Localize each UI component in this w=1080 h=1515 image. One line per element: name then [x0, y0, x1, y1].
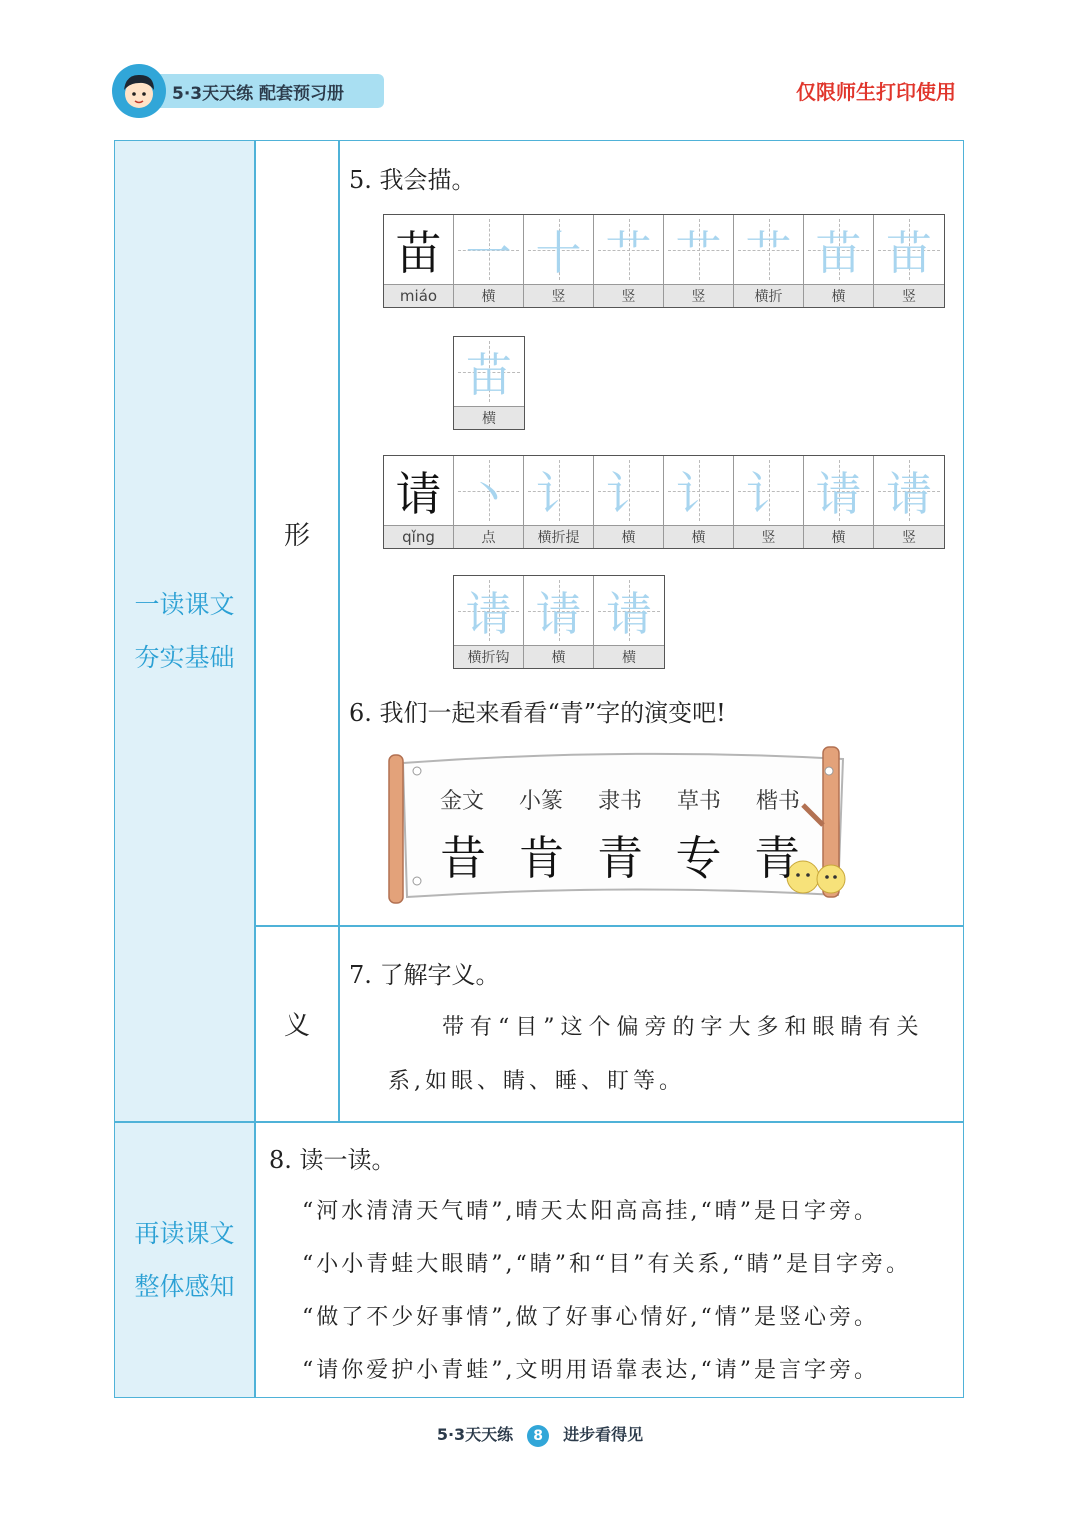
divider-h2	[114, 1121, 964, 1123]
rhyme-line: “小小青蛙大眼睛”,“睛”和“目”有关系,“睛”是目字旁。	[302, 1252, 911, 1277]
question-6-title: 6. 我们一起来看看“青”字的演变吧!	[349, 699, 726, 727]
stroke-cell-main	[384, 215, 454, 307]
sub-label-form: 形	[283, 521, 310, 551]
page-footer	[0, 1422, 1080, 1447]
page-number: 8	[527, 1425, 549, 1447]
stroke-cell[interactable]: 讠 竖	[734, 456, 804, 548]
stroke-cell[interactable]: 请 竖	[874, 456, 944, 548]
header-title: 5·3天天练 配套预习册	[172, 84, 345, 104]
model-char: 请	[395, 466, 442, 521]
stroke-label: 横	[454, 284, 523, 307]
stroke-cell[interactable]: 苗 横	[454, 337, 524, 429]
stroke-label: 竖	[594, 284, 663, 307]
stroke-label: 横	[594, 645, 664, 668]
script-names	[440, 784, 800, 815]
script-name: 小篆	[518, 789, 563, 814]
stroke-label: 竖	[874, 525, 944, 548]
stroke-grid-miao	[383, 214, 945, 308]
script-glyph: 昔	[440, 831, 486, 885]
stroke-label: 横	[594, 525, 663, 548]
pinyin-label: qǐng	[384, 525, 453, 548]
stroke-cell[interactable]: 苗 横	[804, 215, 874, 307]
stroke-cell[interactable]: 丶 点	[454, 456, 524, 548]
script-name: 楷书	[755, 789, 800, 814]
divider-v2	[338, 140, 340, 1122]
print-notice: 仅限师生打印使用	[796, 80, 956, 104]
stroke-grid-qing-2	[453, 575, 665, 669]
stroke-cell[interactable]: 讠 横折提	[524, 456, 594, 548]
stroke-label: 横折提	[524, 525, 593, 548]
stroke-label: 横	[524, 645, 593, 668]
footer-slogan: 进步看得见	[563, 1425, 644, 1444]
stroke-grid-qing	[383, 455, 945, 549]
stroke-label: 横	[804, 284, 873, 307]
rhyme-line: “做了不少好事情”,做了好事心情好,“情”是竖心旁。	[302, 1305, 879, 1330]
question-7-title: 7. 了解字义。	[349, 961, 500, 989]
model-char: 苗	[395, 225, 442, 280]
question-5-title: 5. 我会描。	[349, 166, 476, 194]
script-name: 隶书	[597, 789, 642, 814]
script-glyph: 青	[597, 831, 643, 885]
stroke-cell[interactable]: 苗 竖	[874, 215, 944, 307]
stroke-label: 横	[664, 525, 733, 548]
stroke-grid-miao-2	[453, 336, 525, 430]
script-glyph: 专	[675, 831, 722, 885]
divider-v1	[254, 140, 256, 1398]
stroke-label: 横折钩	[454, 645, 523, 668]
rhyme-line: “请你爱护小青蛙”,文明用语靠表达,“请”是言字旁。	[302, 1358, 879, 1383]
divider-h1	[254, 925, 964, 927]
stroke-cell-main	[384, 456, 454, 548]
meaning-line-2: 系,如眼、睛、睡、盯等。	[388, 1069, 685, 1094]
script-glyphs	[440, 822, 800, 888]
script-name: 草书	[676, 789, 721, 814]
stroke-label: 横	[454, 406, 524, 429]
script-name: 金文	[440, 789, 485, 814]
stroke-cell[interactable]: 艹 竖	[594, 215, 664, 307]
stroke-cell[interactable]: 讠 横	[594, 456, 664, 548]
stroke-cell[interactable]: 请 横	[804, 456, 874, 548]
stroke-cell[interactable]: 十 竖	[524, 215, 594, 307]
sub-label-meaning: 义	[283, 1011, 310, 1041]
script-glyph: 肯	[518, 831, 565, 885]
footer-brand: 5·3天天练	[436, 1425, 514, 1444]
stroke-label: 点	[454, 525, 523, 548]
stroke-cell[interactable]: 艹 横折	[734, 215, 804, 307]
mascot-avatar	[112, 64, 166, 118]
meaning-line-1: 带有“目”这个偏旁的字大多和眼睛有关	[442, 1015, 925, 1040]
stroke-label: 竖	[734, 525, 803, 548]
stroke-cell[interactable]: 一 横	[454, 215, 524, 307]
rhyme-line: “河水清清天气晴”,晴天太阳高高挂,“晴”是日字旁。	[302, 1199, 879, 1224]
stroke-label: 竖	[664, 284, 733, 307]
section-label-read1: 一读课文 夯实基础	[134, 590, 235, 672]
stroke-label: 横折	[734, 284, 803, 307]
stroke-cell[interactable]: 请 横折钩	[454, 576, 524, 668]
stroke-label: 横	[804, 525, 873, 548]
stroke-cell[interactable]: 请 横	[524, 576, 594, 668]
question-8-title: 8. 读一读。	[269, 1146, 396, 1174]
pinyin-label: miáo	[384, 284, 453, 307]
stroke-label: 竖	[874, 284, 944, 307]
section-label-read2: 再读课文 整体感知	[134, 1219, 235, 1301]
stroke-cell[interactable]: 讠 横	[664, 456, 734, 548]
stroke-cell[interactable]: 请 横	[594, 576, 664, 668]
stroke-label: 竖	[524, 284, 593, 307]
script-glyph: 青	[754, 831, 800, 885]
stroke-cell[interactable]: 艹 竖	[664, 215, 734, 307]
